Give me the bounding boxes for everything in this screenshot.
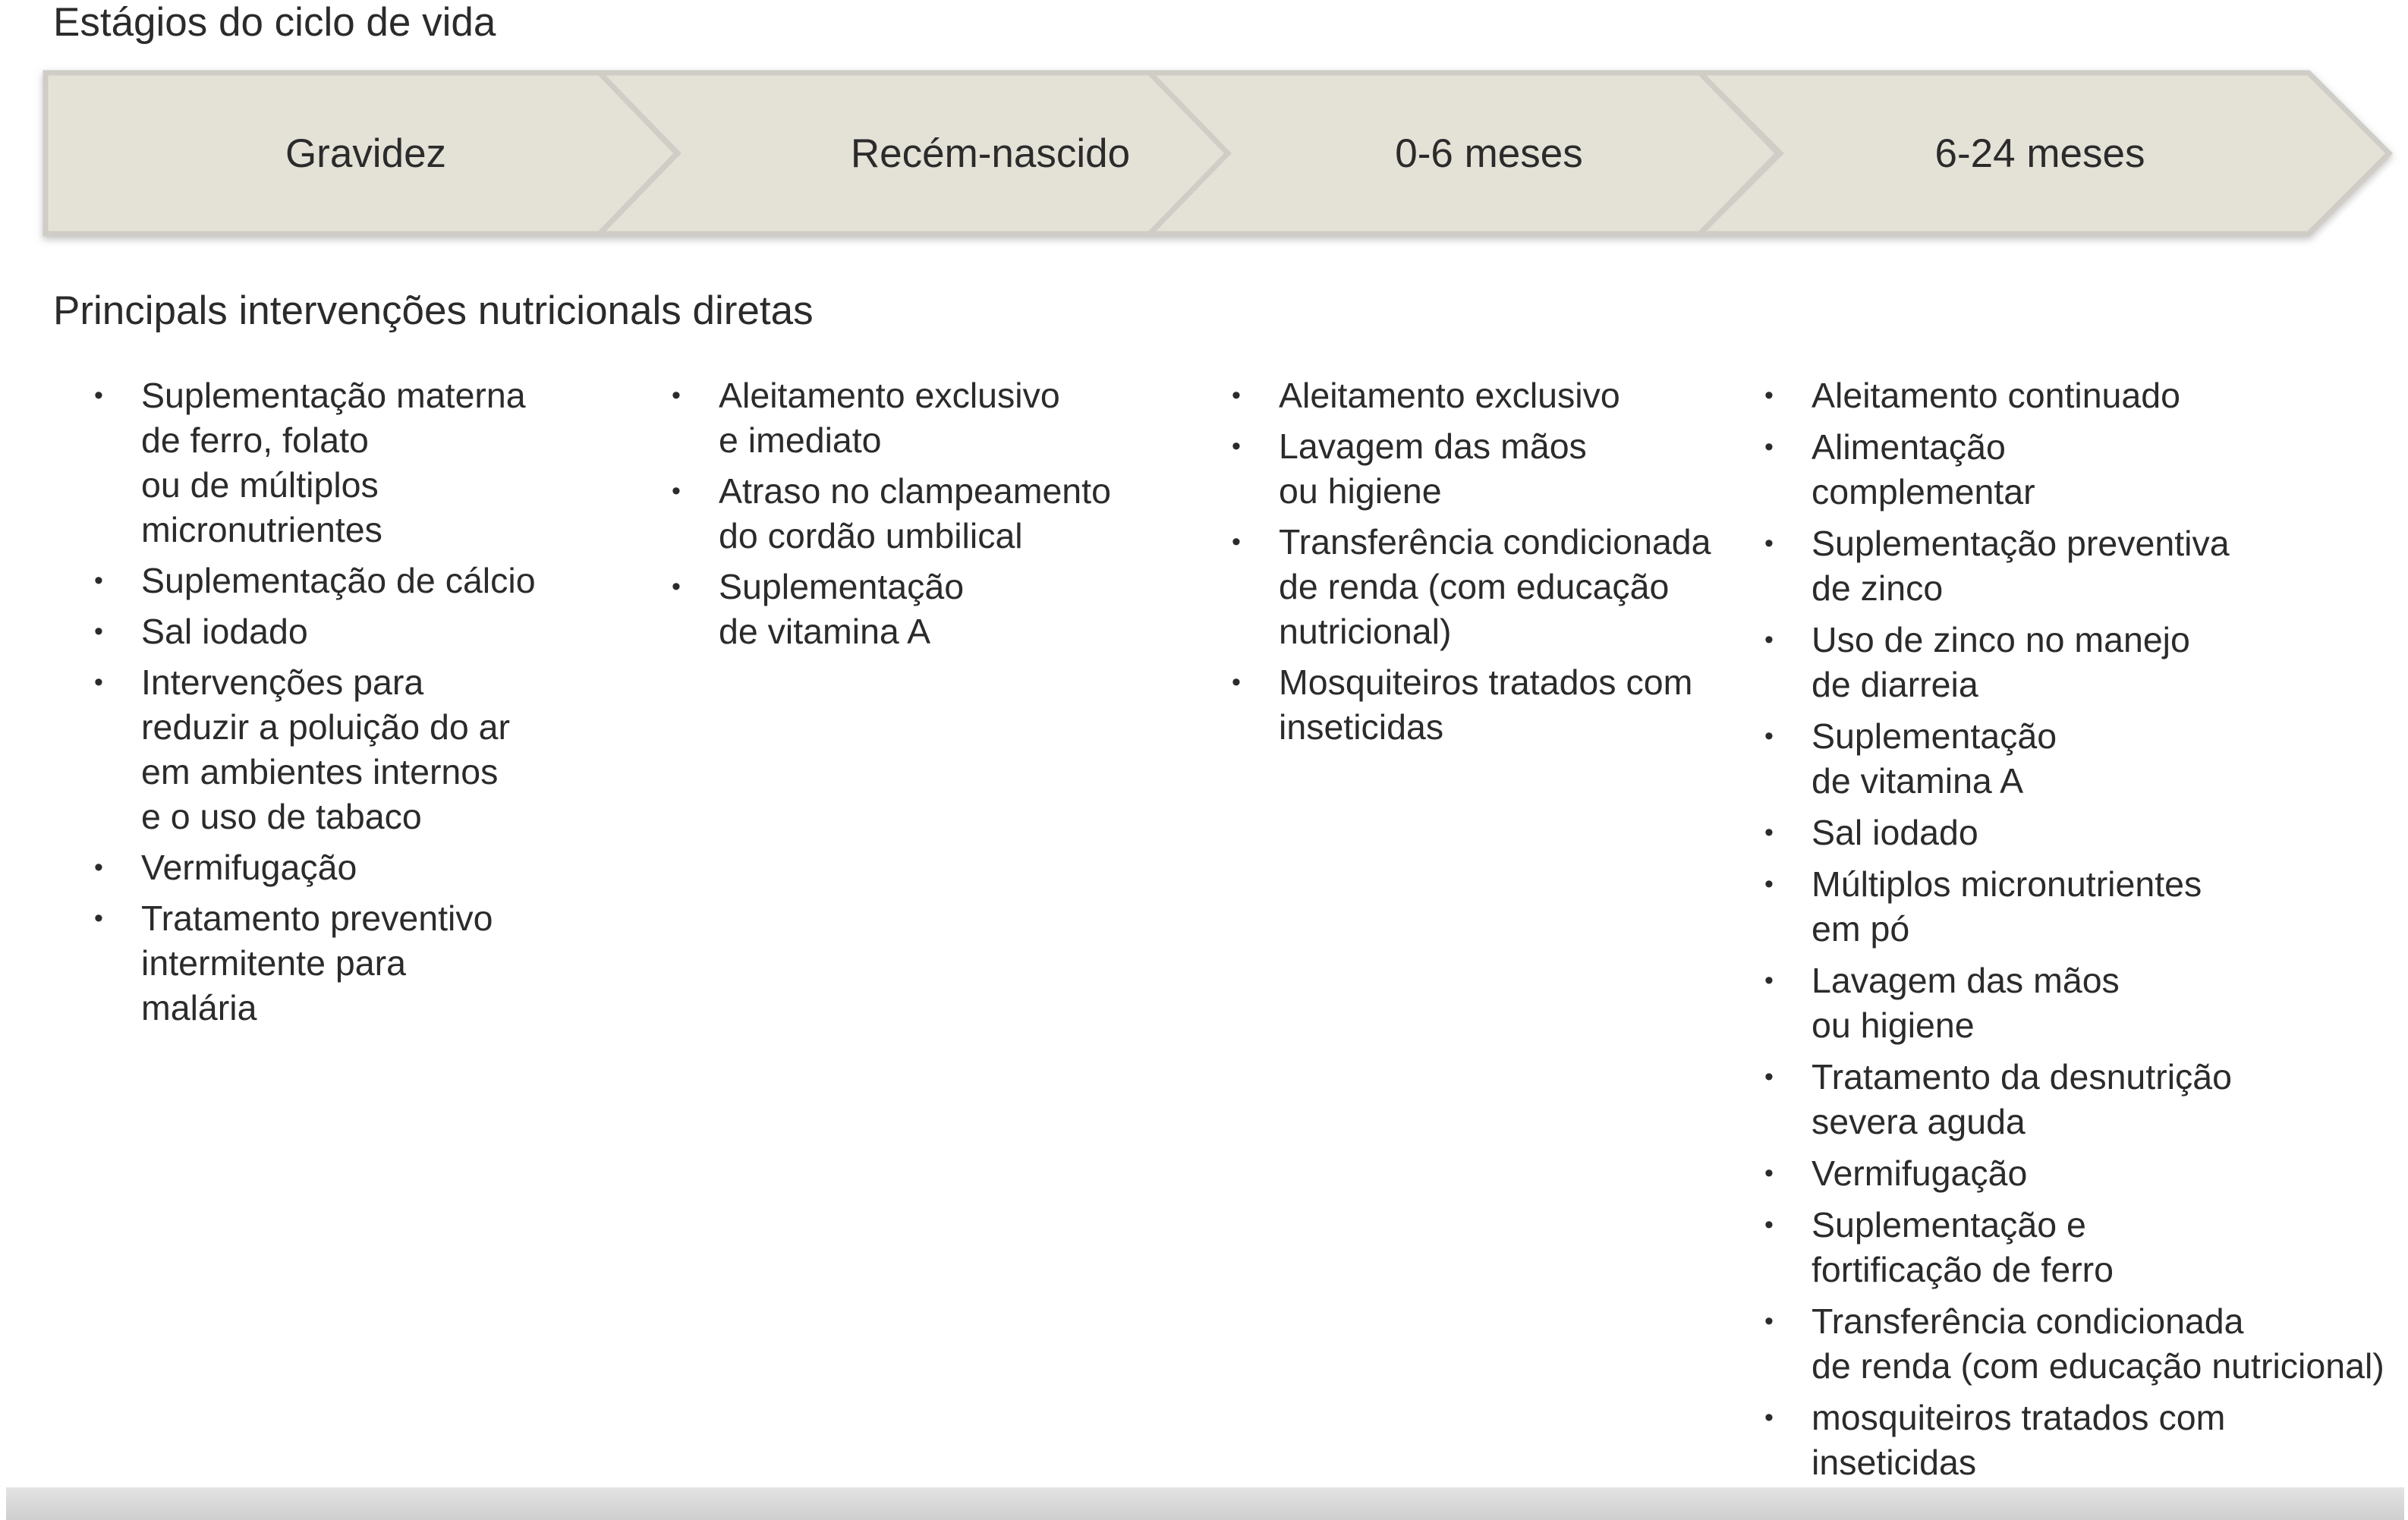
intervention-item: • Aleitamento continuado <box>1764 373 2408 418</box>
intervention-item: • Tratamento preventivo intermitente para malária <box>94 896 625 1031</box>
intervention-item: • Lavagem das mãos ou higiene <box>1764 958 2408 1048</box>
intervention-item: • Lavagem das mãos ou higiene <box>1232 424 1778 514</box>
intervention-item: • Sal iodado <box>94 609 625 654</box>
intervention-item: • Intervenções para reduzir a poluição do ar em ambientes internos e o uso de tabaco <box>94 660 625 839</box>
intervention-item: • Múltiplos micronutrientes em pó <box>1764 862 2408 952</box>
intervention-item: • Transferência condicionada de renda (com educação nutricional) <box>1232 520 1778 654</box>
intervention-item: • Suplementação preventiva de zinco <box>1764 521 2408 611</box>
intervention-item: • Aleitamento exclusivo e imediato <box>672 373 1218 463</box>
stage-0-6-meses: 0-6 meses <box>1395 131 1583 176</box>
intervention-item: • Vermifugação <box>94 845 625 890</box>
intervention-item: • Transferência condicionada de renda (com educação nutricional) <box>1764 1299 2408 1389</box>
intervention-item: • Tratamento da desnutrição severa aguda <box>1764 1055 2408 1144</box>
stage-recem-nascido: Recém-nascido <box>850 131 1131 176</box>
intervention-item: • Atraso no clampeamento do cordão umbilical <box>672 469 1218 559</box>
stage-gravidez: Gravidez <box>285 131 447 176</box>
intervention-item: • Vermifugação <box>1764 1151 2408 1196</box>
intervention-item: • Suplementação e fortificação de ferro <box>1764 1203 2408 1292</box>
intervention-item: • Suplementação de vitamina A <box>672 565 1218 654</box>
interventions-6-24-meses-list <box>1764 373 2408 1492</box>
interventions-recem-nascido-list <box>672 373 1218 660</box>
stage-6-24-meses: 6-24 meses <box>1934 131 2145 176</box>
intervention-item: • Alimentação complementar <box>1764 425 2408 515</box>
intervention-item: • Aleitamento exclusivo <box>1232 373 1778 418</box>
intervention-item: • Suplementação materna de ferro, folato ou de múltiplos micronutrientes <box>94 373 625 552</box>
intervention-item: • Suplementação de vitamina A <box>1764 714 2408 804</box>
intervention-item: • Mosquiteiros tratados com inseticidas <box>1232 660 1778 750</box>
stages-title: Estágios do ciclo de vida <box>53 0 496 45</box>
interventions-title: Principals intervenções nutricionals diretas <box>53 288 814 333</box>
intervention-item: • Suplementação de cálcio <box>94 559 625 603</box>
bottom-divider <box>6 1487 2404 1520</box>
intervention-item: • Uso de zinco no manejo de diarreia <box>1764 618 2408 707</box>
interventions-gravidez-list <box>94 373 625 1037</box>
intervention-item: • mosquiteiros tratados com inseticidas <box>1764 1396 2408 1485</box>
interventions-0-6-meses-list <box>1232 373 1778 756</box>
intervention-item: • Sal iodado <box>1764 810 2408 855</box>
